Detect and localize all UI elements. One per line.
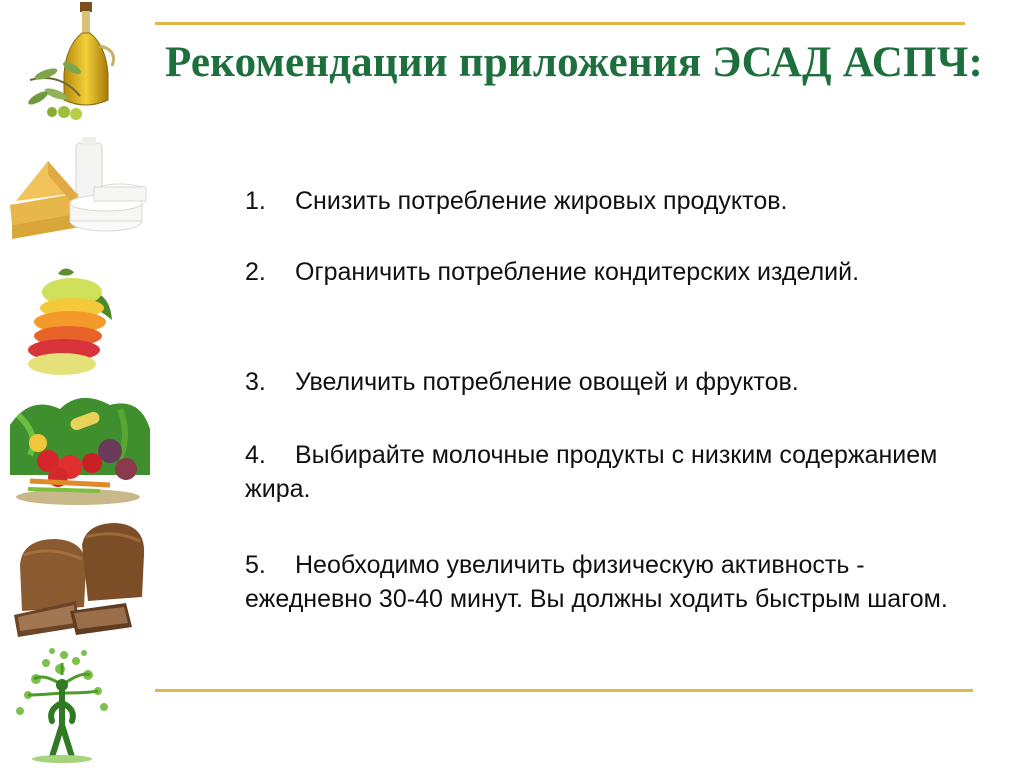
list-item [245, 184, 975, 218]
list-item [245, 255, 975, 289]
rye-bread-icon [0, 515, 155, 640]
top-divider [155, 22, 965, 25]
yoga-tree-icon [0, 645, 155, 765]
item-text: Снизить потребление жировых продуктов. [295, 187, 788, 215]
item-text: Необходимо увеличить физическую активность - ежедневно 30-40 минут. Вы должны ходить быстрым шагом. [245, 551, 948, 613]
list-item [245, 548, 975, 616]
item-text: Увеличить потребление овощей и фруктов. [295, 368, 799, 396]
item-number: 3. [245, 368, 266, 396]
item-number: 2. [245, 258, 266, 286]
dairy-products-icon [0, 135, 155, 245]
bottom-divider [155, 689, 973, 692]
list-item [245, 365, 975, 399]
item-number: 1. [245, 187, 266, 215]
item-number: 4. [245, 441, 266, 469]
vegetables-basket-icon [0, 385, 155, 510]
list-item [245, 438, 975, 506]
item-text: Выбирайте молочные продукты с низким содержанием жира. [245, 441, 938, 503]
fruit-slices-icon [0, 260, 155, 380]
olive-oil-icon [0, 0, 155, 130]
item-number: 5. [245, 551, 266, 579]
item-text: Ограничить потребление кондитерских изделий. [295, 258, 860, 286]
slide-title: Рекомендации приложения ЭСАД АСПЧ: [165, 39, 983, 86]
